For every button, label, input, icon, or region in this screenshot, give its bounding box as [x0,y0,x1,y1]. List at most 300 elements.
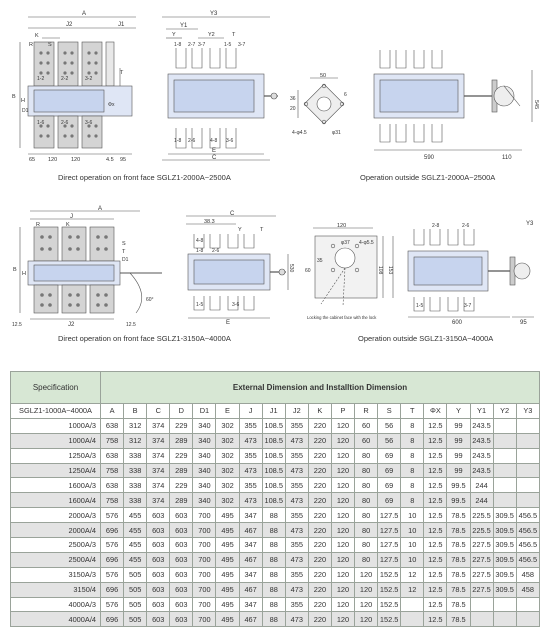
value-cell: 309.5 [493,523,516,538]
dim-value: 36 [290,96,296,102]
value-cell: 127.5 [378,523,401,538]
value-cell: 456.5 [516,538,539,553]
value-cell: 108.5 [262,418,285,433]
dim-value: 60° [146,297,154,303]
column-header: B [124,404,147,419]
column-header: P [331,404,354,419]
drawing-external-operation-2000-2500 [360,40,545,165]
dim-label-Y1: Y1 [180,23,188,29]
value-cell: 758 [101,463,124,478]
value-cell: 220 [308,567,331,582]
phase-label: 2-6 [61,120,69,126]
value-cell: 78.5 [447,523,470,538]
value-cell: 120 [355,582,378,597]
value-cell: 10 [401,538,424,553]
value-cell: 603 [147,567,170,582]
value-cell: 340 [193,448,216,463]
value-cell: 108.5 [262,433,285,448]
value-cell: 152.5 [378,582,401,597]
value-cell: 78.5 [447,582,470,597]
model-cell: 1250A/3 [11,448,101,463]
dim-label-C: C [212,155,217,161]
model-range-header: SGLZ1-1000A~4000A [11,404,101,419]
terminal-label: 4-8 [196,238,204,244]
value-cell: 603 [147,552,170,567]
terminal-label: 1-8 [174,42,182,48]
value-cell: 99 [447,448,470,463]
value-cell [516,493,539,508]
value-cell: 495 [216,508,239,523]
value-cell: 108.5 [262,493,285,508]
value-cell: 374 [147,418,170,433]
value-cell: 700 [193,582,216,597]
value-cell: 10 [401,508,424,523]
value-cell: 603 [170,567,193,582]
value-cell: 302 [216,433,239,448]
value-cell [493,478,516,493]
dim-value: 4.5 [106,157,114,163]
value-cell: 355 [239,418,262,433]
value-cell: 80 [355,508,378,523]
value-cell: 603 [170,582,193,597]
terminal-label: 1-5 [196,302,204,308]
value-cell: 309.5 [493,508,516,523]
value-cell: 603 [170,508,193,523]
drawing-side-view-2000-2500 [152,8,280,163]
model-cell: 2000A/3 [11,508,101,523]
dim-label-Y2: Y2 [208,32,215,38]
dim-label-S: S [48,42,52,48]
table-row [11,463,540,478]
value-cell: 244 [470,478,493,493]
value-cell: 458 [516,582,539,597]
value-cell: 467 [239,582,262,597]
value-cell: 80 [355,552,378,567]
value-cell: 108.5 [262,463,285,478]
value-cell: 355 [285,448,308,463]
value-cell: 120 [331,538,354,553]
value-cell: 355 [285,567,308,582]
value-cell: 340 [193,493,216,508]
dim-label-J2: J2 [66,22,73,28]
value-cell: 10 [401,523,424,538]
value-cell: 88 [262,567,285,582]
dim-label-phix: Φx [108,102,115,108]
value-cell: 473 [285,552,308,567]
value-cell: 309.5 [493,552,516,567]
value-cell: 8 [401,418,424,433]
value-cell: 120 [331,612,354,627]
value-cell: 495 [216,612,239,627]
dim-label-Y: Y [238,227,242,233]
value-cell: 12.5 [424,478,447,493]
value-cell: 99 [447,463,470,478]
column-header: ΦX [424,404,447,419]
caption-external-operation-3150-4000: Operation outside SGLZ1-3150A~4000A [358,334,494,343]
table-row [11,523,540,538]
value-cell: 355 [285,597,308,612]
dim-label-S: S [122,241,126,247]
value-cell: 355 [285,478,308,493]
value-cell: 505 [124,582,147,597]
drawing-external-operation-3150-4000 [402,215,544,325]
dim-value: 6 [344,92,347,98]
caption-external-operation-2000-2500: Operation outside SGLZ1-2000A~2500A [360,173,496,182]
value-cell: 88 [262,523,285,538]
dim-label-R: R [29,42,33,48]
phase-label: 1-6 [37,120,45,126]
dim-label-D1: D1 [122,257,129,263]
value-cell: 638 [101,478,124,493]
model-cell: 1000A/3 [11,418,101,433]
dim-label-J2: J2 [68,322,75,327]
dim-label-E: E [226,320,231,325]
value-cell: 225.5 [470,508,493,523]
model-cell: 1250A/4 [11,463,101,478]
value-cell: 576 [101,597,124,612]
value-cell: 495 [216,567,239,582]
table-row [11,582,540,597]
value-cell: 120 [331,493,354,508]
table-row [11,493,540,508]
value-cell: 505 [124,597,147,612]
value-cell: 302 [216,463,239,478]
drawing-mounting-hole-2000-2500 [290,70,360,140]
value-cell: 78.5 [447,612,470,627]
value-cell: 220 [308,508,331,523]
value-cell: 473 [285,523,308,538]
value-cell: 456.5 [516,523,539,538]
model-cell: 2500A/3 [11,538,101,553]
table-row [11,418,540,433]
table-row [11,612,540,627]
value-cell: 244 [470,493,493,508]
value-cell: 338 [124,493,147,508]
value-cell: 80 [355,448,378,463]
value-cell [516,612,539,627]
model-cell: 3150A/3 [11,567,101,582]
value-cell: 456.5 [516,552,539,567]
dim-value: 153 [387,266,393,275]
table-row [11,538,540,553]
value-cell: 60 [355,433,378,448]
value-cell: 603 [170,538,193,553]
value-cell: 355 [285,538,308,553]
value-cell: 467 [239,612,262,627]
table-row [11,433,540,448]
value-cell: 456.5 [516,508,539,523]
dim-label-A: A [98,206,103,212]
value-cell: 78.5 [447,538,470,553]
value-cell: 289 [170,493,193,508]
phase-label: 3-2 [85,76,93,82]
value-cell: 99.5 [447,493,470,508]
value-cell: 220 [308,612,331,627]
value-cell: 576 [101,508,124,523]
terminal-label: 3-7 [464,303,472,309]
dim-label-T: T [260,227,264,233]
value-cell: 12.5 [424,567,447,582]
column-header: R [355,404,378,419]
value-cell [493,418,516,433]
value-cell: 120 [331,463,354,478]
value-cell [493,463,516,478]
value-cell: 603 [147,582,170,597]
value-cell [516,463,539,478]
value-cell: 120 [331,448,354,463]
dim-label-H: H [21,98,25,104]
terminal-label: 3-7 [238,42,246,48]
value-cell: 495 [216,523,239,538]
dim-label-T: T [122,249,126,255]
value-cell: 78.5 [447,552,470,567]
value-cell: 12 [401,582,424,597]
value-cell: 700 [193,523,216,538]
dim-label-T: T [232,32,236,38]
value-cell: 12.5 [424,582,447,597]
terminal-label: 2-6 [212,248,220,254]
model-cell: 2500A/4 [11,552,101,567]
value-cell: 302 [216,478,239,493]
value-cell: 340 [193,433,216,448]
value-cell: 467 [239,552,262,567]
value-cell: 220 [308,448,331,463]
value-cell: 120 [331,523,354,538]
value-cell: 8 [401,433,424,448]
value-cell: 220 [308,433,331,448]
value-cell: 603 [147,523,170,538]
value-cell: 78.5 [447,567,470,582]
value-cell: 12 [401,567,424,582]
value-cell: 120 [331,418,354,433]
value-cell: 220 [308,538,331,553]
value-cell: 696 [101,612,124,627]
dimension-table [10,371,540,627]
value-cell: 312 [124,418,147,433]
value-cell: 120 [331,508,354,523]
hole-spec: 4-φ5.5 [359,240,374,246]
table-row [11,448,540,463]
value-cell: 338 [124,448,147,463]
value-cell: 10 [401,552,424,567]
dim-value: 50 [320,73,327,79]
phase-label: 1-2 [37,76,45,82]
column-header: J2 [285,404,308,419]
value-cell: 289 [170,463,193,478]
column-header: T [401,404,424,419]
value-cell: 473 [239,493,262,508]
value-cell: 302 [216,448,239,463]
value-cell: 340 [193,418,216,433]
dim-value: 530 [288,264,294,273]
value-cell: 603 [170,552,193,567]
dim-label-Y: Y [172,32,176,38]
terminal-label: 3-7 [198,42,206,48]
value-cell: 8 [401,448,424,463]
value-cell: 696 [101,552,124,567]
value-cell: 455 [124,552,147,567]
value-cell: 69 [378,493,401,508]
value-cell: 309.5 [493,538,516,553]
value-cell: 12.5 [424,612,447,627]
value-cell: 12.5 [424,418,447,433]
value-cell: 88 [262,582,285,597]
value-cell: 12.5 [424,433,447,448]
value-cell: 120 [331,597,354,612]
value-cell: 473 [239,433,262,448]
model-cell: 2000A/4 [11,523,101,538]
value-cell: 12.5 [424,597,447,612]
model-cell: 1600A/3 [11,478,101,493]
hole-spec: 4-φ4.5 [292,130,307,136]
value-cell [470,597,493,612]
model-cell: 3150/4 [11,582,101,597]
value-cell: 638 [101,448,124,463]
value-cell: 696 [101,582,124,597]
value-cell: 758 [101,493,124,508]
value-cell: 69 [378,448,401,463]
value-cell: 12.5 [424,552,447,567]
value-cell: 88 [262,538,285,553]
value-cell: 473 [285,463,308,478]
dim-value: 120 [337,223,347,229]
drawing-lock-hole-3150-4000 [303,222,403,322]
value-cell: 309.5 [493,567,516,582]
value-cell: 374 [147,463,170,478]
value-cell: 220 [308,582,331,597]
dim-value: 65 [29,157,36,163]
dim-label-C: C [230,211,235,217]
dim-value: 120 [48,157,58,163]
value-cell [401,597,424,612]
value-cell: 120 [355,597,378,612]
value-cell: 12.5 [424,493,447,508]
value-cell: 473 [285,433,308,448]
drawing-front-view-2000-2500 [8,8,143,163]
value-cell: 243.5 [470,433,493,448]
value-cell: 12.5 [424,508,447,523]
value-cell: 603 [147,508,170,523]
value-cell: 120 [331,433,354,448]
column-header: Y3 [516,404,539,419]
value-cell: 700 [193,597,216,612]
value-cell: 229 [170,418,193,433]
value-cell: 505 [124,612,147,627]
value-cell: 120 [355,612,378,627]
value-cell: 120 [355,567,378,582]
specification-header: Specification [11,372,101,404]
value-cell: 603 [170,612,193,627]
caption-front-view-3150-4000: Direct operation on front face SGLZ1-3150A~4000A [58,334,231,343]
value-cell: 12.5 [424,523,447,538]
table-title: External Dimension and Installtion Dimension [101,372,540,404]
value-cell: 340 [193,463,216,478]
value-cell: 495 [216,582,239,597]
terminal-label: 2-6 [188,138,196,144]
drawing-side-view-3150-4000 [176,210,296,325]
value-cell [493,493,516,508]
dim-value: 95 [520,320,527,325]
dim-label-B: B [12,94,16,100]
value-cell: 243.5 [470,448,493,463]
value-cell: 78.5 [447,508,470,523]
value-cell: 700 [193,538,216,553]
value-cell: 700 [193,612,216,627]
value-cell: 338 [124,463,147,478]
terminal-label: 3-6 [232,302,240,308]
value-cell: 80 [355,538,378,553]
model-cell: 1600A/4 [11,493,101,508]
terminal-label: 1-5 [416,303,424,309]
value-cell: 700 [193,508,216,523]
value-cell: 12.5 [424,538,447,553]
model-cell: 4000A/3 [11,597,101,612]
terminal-label: 2-8 [432,223,440,229]
value-cell: 302 [216,418,239,433]
value-cell: 8 [401,478,424,493]
value-cell: 220 [308,597,331,612]
value-cell: 56 [378,433,401,448]
value-cell: 700 [193,552,216,567]
value-cell: 289 [170,433,193,448]
value-cell: 455 [124,523,147,538]
dim-label-K: K [35,33,39,39]
dim-value: 95 [120,157,127,163]
value-cell: 700 [193,567,216,582]
value-cell [516,418,539,433]
value-cell [516,597,539,612]
value-cell: 80 [355,523,378,538]
value-cell: 473 [239,463,262,478]
terminal-label: 1-5 [224,42,232,48]
value-cell: 127.5 [378,508,401,523]
value-cell: 312 [124,433,147,448]
value-cell: 220 [308,523,331,538]
value-cell: 88 [262,597,285,612]
dim-value: 38.3 [204,219,215,225]
dim-value: 110 [502,155,512,161]
value-cell: 309.5 [493,582,516,597]
column-header: C [147,404,170,419]
terminal-label: 2-7 [188,42,196,48]
dim-value: 108 [377,266,383,275]
value-cell: 108.5 [262,478,285,493]
dim-value: φ31 [332,130,341,136]
value-cell: 80 [355,478,378,493]
value-cell: 495 [216,538,239,553]
value-cell: 355 [285,508,308,523]
value-cell: 455 [124,508,147,523]
value-cell: 220 [308,493,331,508]
value-cell: 99 [447,418,470,433]
dim-label-H: H [22,271,26,277]
value-cell: 458 [516,567,539,582]
value-cell [493,433,516,448]
dim-label-Y3: Y3 [210,11,218,17]
dim-value: 35 [317,258,323,264]
dim-label-B: B [13,267,17,273]
value-cell: 347 [239,508,262,523]
value-cell: 374 [147,448,170,463]
value-cell: 355 [239,448,262,463]
phase-label: 3-6 [85,120,93,126]
column-header: K [308,404,331,419]
value-cell: 473 [285,582,308,597]
value-cell: 338 [124,478,147,493]
terminal-label: 3-6 [226,138,234,144]
value-cell: 603 [147,597,170,612]
value-cell [516,448,539,463]
